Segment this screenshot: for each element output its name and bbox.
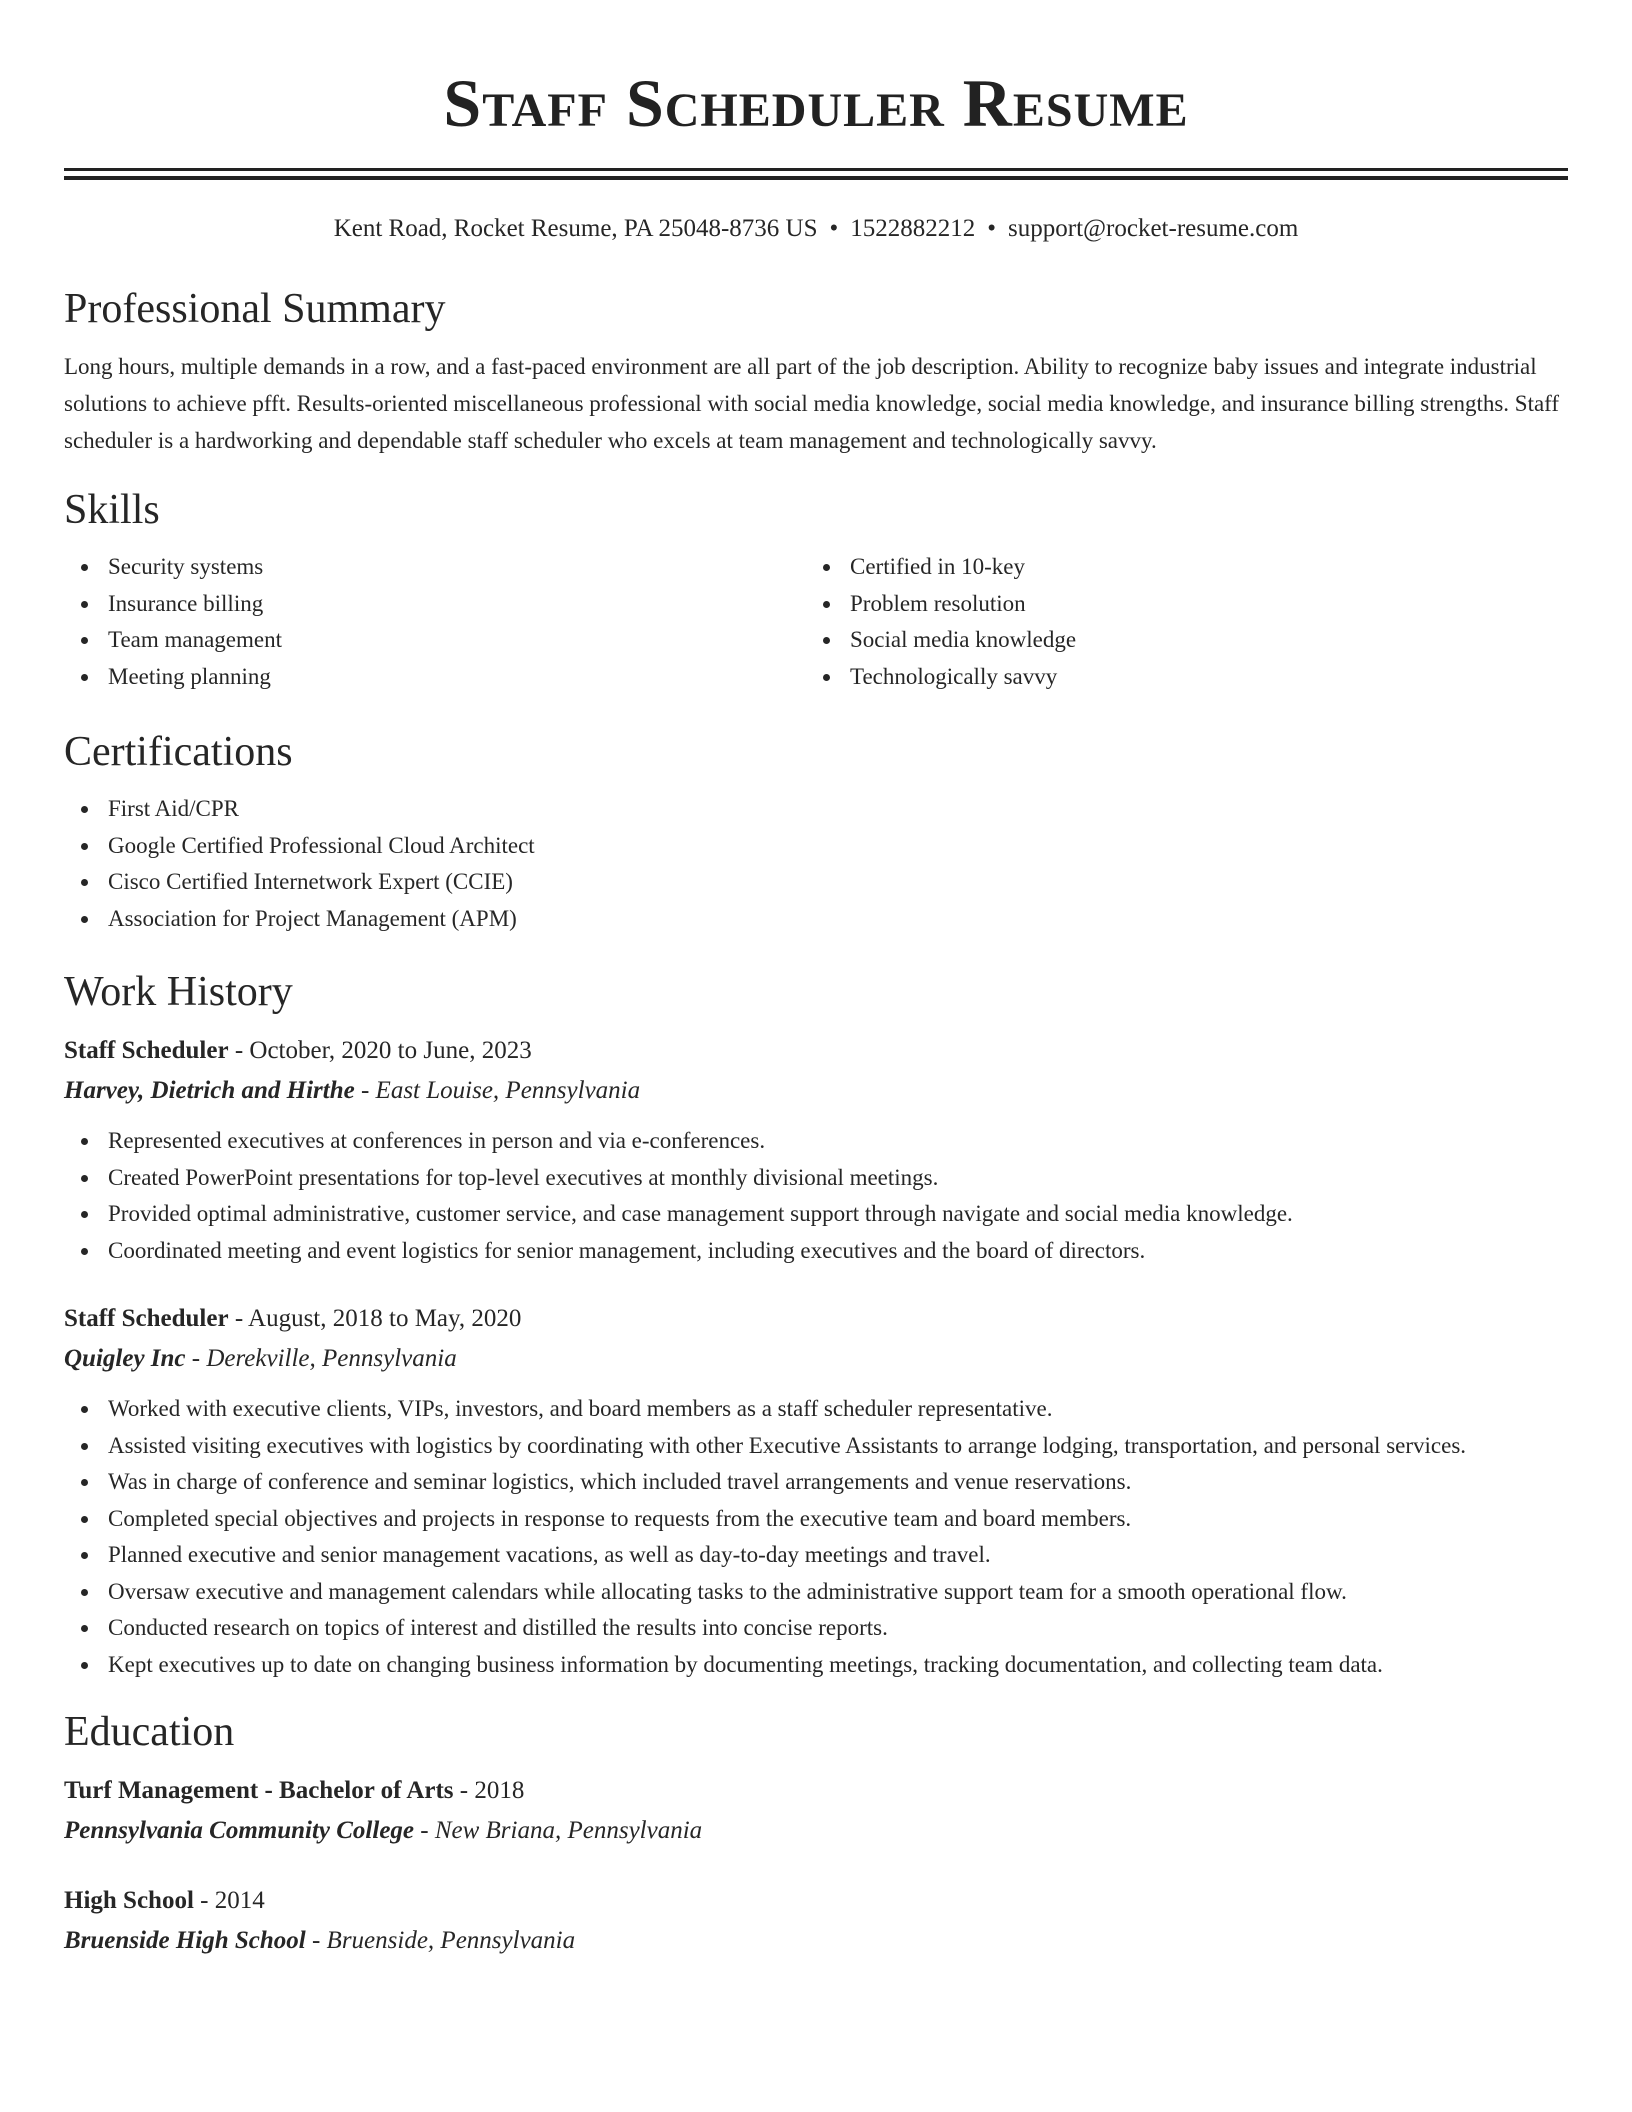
certification-item: Google Certified Professional Cloud Architect (64, 828, 1568, 865)
job-bullet: Assisted visiting executives with logistics by coordinating with other Executive Assistants to arrange lodging, transportation, and personal services. (64, 1428, 1568, 1465)
education-degree-line (64, 1881, 1568, 1921)
education-entry (64, 1771, 1568, 1851)
job-bullet: Kept executives up to date on changing business information by documenting meetings, tracking documentation, and collecting team data. (64, 1647, 1568, 1684)
skill-item: Certified in 10-key (806, 549, 1548, 586)
job-bullets (64, 1123, 1568, 1269)
education-degree: High School (64, 1887, 194, 1914)
education-degree: Turf Management - Bachelor of Arts (64, 1777, 454, 1804)
job-bullet: Provided optimal administrative, customer service, and case management support through navigate and social media knowledge. (64, 1196, 1568, 1233)
certification-item: First Aid/CPR (64, 791, 1568, 828)
job-bullet: Created PowerPoint presentations for top-level executives at monthly divisional meetings. (64, 1160, 1568, 1197)
skill-item: Problem resolution (806, 586, 1548, 623)
education-location: - Bruenside, Pennsylvania (305, 1927, 576, 1954)
job-location: - Derekville, Pennsylvania (185, 1345, 457, 1372)
job-title: Staff Scheduler (64, 1037, 229, 1064)
job-location: - East Louise, Pennsylvania (354, 1077, 641, 1104)
education-year: - 2014 (193, 1887, 265, 1914)
job-bullet: Coordinated meeting and event logistics for senior management, including executives and the board of directors. (64, 1233, 1568, 1270)
job-bullet: Worked with executive clients, VIPs, investors, and board members as a staff scheduler representative. (64, 1391, 1568, 1428)
education-school: Pennsylvania Community College (64, 1817, 415, 1844)
skill-item: Technologically savvy (806, 659, 1548, 696)
education-location: - New Briana, Pennsylvania (414, 1817, 703, 1844)
contact-email: support@rocket-resume.com (1008, 215, 1299, 242)
job-company-line (64, 1339, 1568, 1379)
job-title: Staff Scheduler (64, 1305, 229, 1332)
contact-separator: • (829, 215, 839, 242)
job-company-line (64, 1071, 1568, 1111)
job-company: Quigley Inc (64, 1345, 186, 1372)
skill-item: Insurance billing (64, 586, 806, 623)
contact-phone: 1522882212 (850, 215, 976, 242)
title-rule-bottom (64, 176, 1568, 180)
education-degree-line (64, 1771, 1568, 1811)
job-dates: - August, 2018 to May, 2020 (228, 1305, 522, 1332)
job-dates: - October, 2020 to June, 2023 (228, 1037, 532, 1064)
contact-line (64, 214, 1568, 244)
job-title-line (64, 1299, 1568, 1339)
skill-item: Team management (64, 622, 806, 659)
summary-text: Long hours, multiple demands in a row, and a fast-paced environment are all part of the job description. Ability to recognize baby issues and integrate industrial solutions to achieve pfft. Results-oriented miscellaneous professional with social media knowledge, social media knowledge, and insurance billing strengths. Staff scheduler is a hardworking and dependable staff scheduler who excels at team management and technologically savvy. (64, 354, 1560, 453)
resume-title: Staff Scheduler Resume (443, 65, 1189, 141)
job-bullet: Oversaw executive and management calendars while allocating tasks to the administrative support team for a smooth operational flow. (64, 1574, 1568, 1611)
title-rule-top (64, 168, 1568, 171)
job-bullets (64, 1391, 1568, 1683)
education-heading: Education (64, 1709, 235, 1755)
job-entry (64, 1299, 1568, 1683)
skills-heading: Skills (64, 487, 160, 533)
education-school-line (64, 1921, 1568, 1961)
job-bullet: Was in charge of conference and seminar logistics, which included travel arrangements and venue reservations. (64, 1464, 1568, 1501)
job-title-line (64, 1031, 1568, 1071)
skill-item: Security systems (64, 549, 806, 586)
job-company: Harvey, Dietrich and Hirthe (64, 1077, 355, 1104)
education-entry (64, 1881, 1568, 1961)
job-bullet: Conducted research on topics of interest and distilled the results into concise reports. (64, 1610, 1568, 1647)
skill-item: Social media knowledge (806, 622, 1548, 659)
skills-column-left (64, 549, 806, 695)
skills-grid (64, 549, 1568, 695)
job-bullet: Represented executives at conferences in person and via e-conferences. (64, 1123, 1568, 1160)
education-school-line (64, 1811, 1568, 1851)
job-bullet: Completed special objectives and projects in response to requests from the executive team and board members. (64, 1501, 1568, 1538)
summary-heading: Professional Summary (64, 286, 446, 332)
education-year: - 2018 (453, 1777, 525, 1804)
job-entry (64, 1031, 1568, 1269)
certifications-list (64, 791, 1568, 937)
contact-address: Kent Road, Rocket Resume, PA 25048-8736 US (333, 215, 818, 242)
certification-item: Association for Project Management (APM) (64, 901, 1568, 938)
certification-item: Cisco Certified Internetwork Expert (CCIE) (64, 864, 1568, 901)
education-school: Bruenside High School (64, 1927, 306, 1954)
certifications-heading: Certifications (64, 729, 293, 775)
skills-column-right (806, 549, 1548, 695)
skill-item: Meeting planning (64, 659, 806, 696)
work-history-heading: Work History (64, 969, 293, 1015)
contact-separator: • (987, 215, 997, 242)
job-bullet: Planned executive and senior management vacations, as well as day-to-day meetings and travel. (64, 1537, 1568, 1574)
